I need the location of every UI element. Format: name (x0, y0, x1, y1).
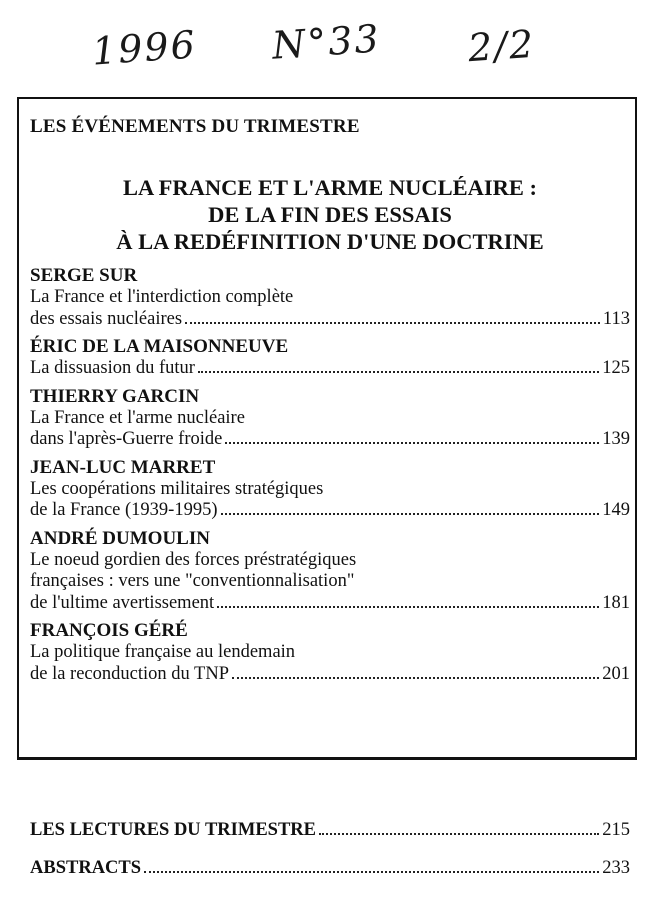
article-title-line: La France et l'arme nucléaire (30, 407, 245, 428)
article-title-line: dans l'après-Guerre froide (30, 429, 223, 449)
page-number: 215 (602, 820, 630, 840)
article-entry[interactable] (30, 265, 630, 330)
toc-line (30, 429, 630, 451)
bottom-entry-lectures[interactable] (30, 820, 630, 842)
article-title-line: de la France (1939-1995) (30, 500, 218, 520)
article-author: THIERRY GARCIN (30, 385, 200, 407)
dot-leader (185, 321, 600, 324)
article-author: ANDRÉ DUMOULIN (30, 527, 210, 549)
handwritten-part: 2/2 (466, 21, 537, 71)
page-number: 233 (602, 858, 630, 878)
bottom-entry-label: LES LECTURES DU TRIMESTRE (30, 820, 316, 840)
dossier-title-line: LA FRANCE ET L'ARME NUCLÉAIRE : (122, 175, 537, 200)
article-entry[interactable] (30, 457, 630, 522)
toc-line (30, 500, 630, 522)
page-number: 181 (602, 592, 630, 613)
page-number: 113 (602, 308, 630, 329)
dossier-title-line: À LA REDÉFINITION D'UNE DOCTRINE (116, 229, 544, 254)
dot-leader (319, 832, 599, 835)
article-entry[interactable] (30, 528, 630, 615)
article-title-line: françaises : vers une "conventionnalisation" (30, 571, 355, 591)
article-title-line: La France et l'interdiction complète (30, 287, 294, 307)
article-title-line: des essais nucléaires (30, 308, 183, 329)
toc-line (30, 858, 630, 880)
dot-leader (225, 441, 599, 444)
toc-line (30, 358, 630, 380)
page-number: 149 (602, 500, 630, 520)
dot-leader (144, 870, 599, 873)
article-title-line: de l'ultime avertissement (30, 592, 215, 613)
article-title-line: La politique française au lendemain (30, 642, 296, 662)
article-entry[interactable] (30, 336, 630, 380)
dot-leader (221, 512, 600, 515)
article-title-line: Les coopérations militaires stratégiques (30, 478, 324, 499)
dot-leader (232, 676, 599, 679)
dossier-title-line: DE LA FIN DES ESSAIS (208, 202, 452, 227)
handwritten-issue-number: N°33 (270, 16, 383, 68)
article-author: JEAN-LUC MARRET (30, 456, 216, 478)
article-title-line: Le noeud gordien des forces préstratégiques (30, 549, 357, 570)
section-title: LES ÉVÉNEMENTS DU TRIMESTRE (30, 116, 360, 137)
article-entry[interactable] (30, 386, 630, 451)
article-author: FRANÇOIS GÉRÉ (30, 620, 188, 641)
toc-line (30, 593, 630, 615)
dot-leader (217, 605, 599, 608)
article-title-line: de la reconduction du TNP (30, 663, 230, 684)
article-author: ÉRIC DE LA MAISONNEUVE (30, 336, 289, 357)
toc-line (30, 820, 630, 842)
handwritten-year: 1996 (90, 22, 199, 74)
toc-line (30, 309, 630, 331)
page-number: 139 (602, 429, 630, 449)
bottom-entry-abstracts[interactable] (30, 858, 630, 880)
article-author: SERGE SUR (30, 265, 138, 286)
article-title-line: La dissuasion du futur (30, 358, 195, 378)
page-number: 201 (602, 663, 630, 684)
toc-line (30, 664, 630, 686)
dot-leader (198, 370, 599, 373)
handwritten-annotation (0, 18, 656, 88)
article-list (30, 265, 630, 691)
article-entry[interactable] (30, 620, 630, 685)
bottom-entry-label: ABSTRACTS (30, 858, 142, 878)
dossier-title (30, 174, 630, 255)
page-number: 125 (602, 358, 630, 378)
